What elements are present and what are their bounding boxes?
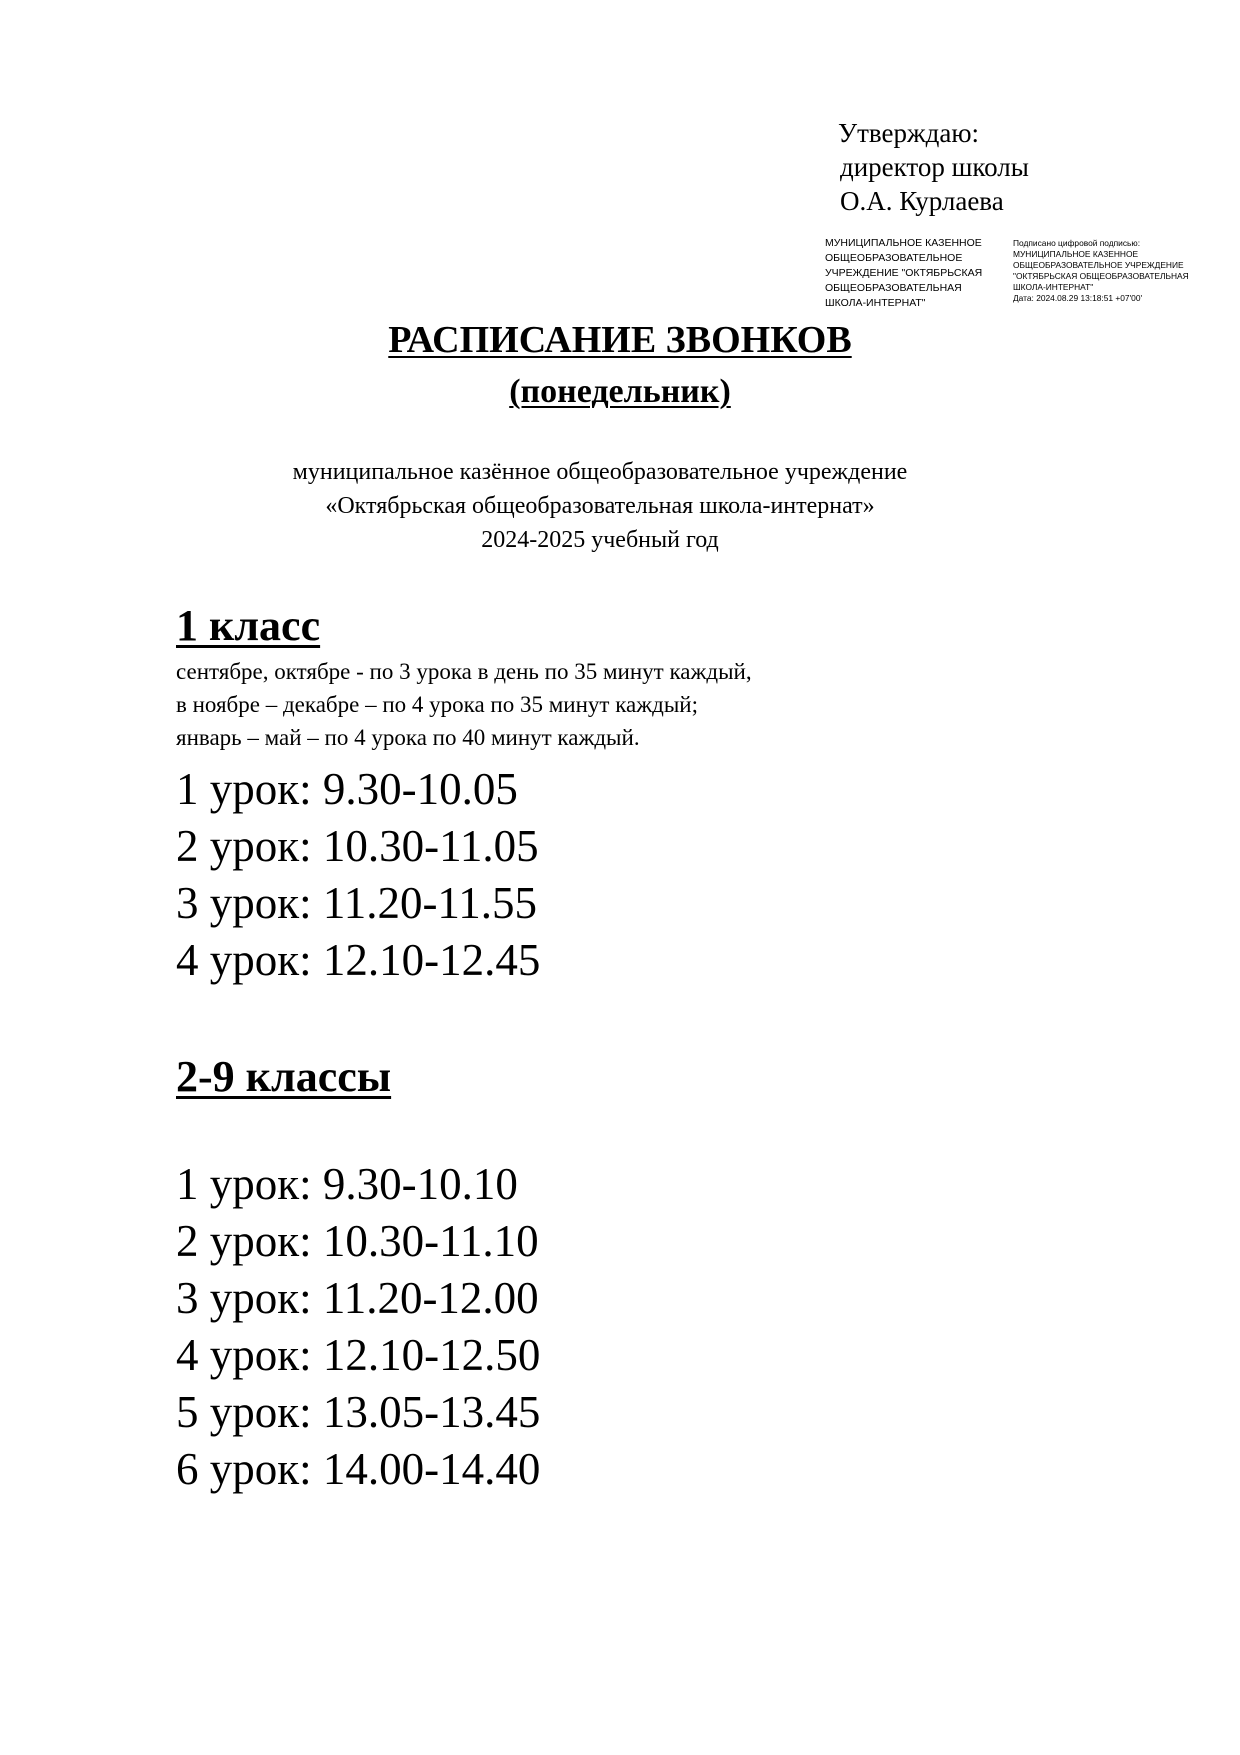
- approval-block: [838, 116, 1029, 218]
- grades2-9-lessons: [176, 1156, 540, 1498]
- grade1-note: сентябре, октябре - по 3 урока в день по 35 минут каждый,: [176, 659, 752, 684]
- page-title-text: РАСПИСАНИЕ ЗВОНКОВ: [388, 319, 852, 361]
- grades2-9-heading-text: 2-9 классы: [176, 1052, 392, 1101]
- signature-date: Дата: 2024.08.29 13:18:51 +07'00': [1013, 293, 1143, 303]
- grade1-note: январь – май – по 4 урока по 40 минут каждый.: [176, 725, 640, 750]
- lesson-row: 1 урок: 9.30-10.05: [176, 764, 518, 814]
- org-name: «Октябрьская общеобразовательная школа-интернат»: [325, 493, 875, 519]
- grade1-note: в ноябре – декабре – по 4 урока по 35 минут каждый;: [176, 692, 698, 717]
- lesson-row: 4 урок: 12.10-12.50: [176, 1330, 541, 1380]
- signature-signed-org: МУНИЦИПАЛЬНОЕ КАЗЕННОЕ ОБЩЕОБРАЗОВАТЕЛЬНОЕ УЧРЕЖДЕНИЕ "ОКТЯБРЬСКАЯ ОБЩЕОБРАЗОВАТЕЛЬНАЯ ШКОЛА-ИНТЕРНАТ": [1013, 249, 1189, 292]
- lesson-row: 6 урок: 14.00-14.40: [176, 1444, 541, 1494]
- grade1-lessons: [176, 761, 540, 989]
- grade1-notes: [176, 655, 752, 754]
- grades2-9-heading: [176, 1051, 391, 1103]
- lesson-row: 5 урок: 13.05-13.45: [176, 1387, 541, 1437]
- organization-block: [0, 455, 1200, 557]
- page-subtitle-text: (понедельник): [509, 373, 731, 410]
- approval-label: Утверждаю:: [838, 118, 980, 148]
- grade1-heading: [176, 600, 320, 652]
- school-year: 2024-2025 учебный год: [481, 527, 719, 553]
- lesson-row: 2 урок: 10.30-11.10: [176, 1216, 539, 1266]
- approval-name: О.А. Курлаева: [840, 186, 1004, 216]
- lesson-row: 4 урок: 12.10-12.45: [176, 935, 541, 985]
- signature-signed-label: Подписано цифровой подписью:: [1013, 238, 1141, 248]
- approval-position: директор школы: [840, 152, 1029, 182]
- digital-signature-details: [1013, 238, 1213, 304]
- digital-signature-org: МУНИЦИПАЛЬНОЕ КАЗЕННОЕ ОБЩЕОБРАЗОВАТЕЛЬНОЕ УЧРЕЖДЕНИЕ "ОКТЯБРЬСКАЯ ОБЩЕОБРАЗОВАТЕЛЬНАЯ ШКОЛА-ИНТЕРНАТ": [825, 237, 983, 309]
- grade1-heading-text: 1 класс: [176, 601, 321, 650]
- lesson-row: 3 урок: 11.20-11.55: [176, 878, 538, 928]
- lesson-row: 1 урок: 9.30-10.10: [176, 1159, 518, 1209]
- page-title: [0, 316, 1240, 364]
- org-type: муниципальное казённое общеобразовательное учреждение: [292, 459, 908, 485]
- lesson-row: 2 урок: 10.30-11.05: [176, 821, 539, 871]
- lesson-row: 3 урок: 11.20-12.00: [176, 1273, 539, 1323]
- page-subtitle: [0, 370, 1240, 414]
